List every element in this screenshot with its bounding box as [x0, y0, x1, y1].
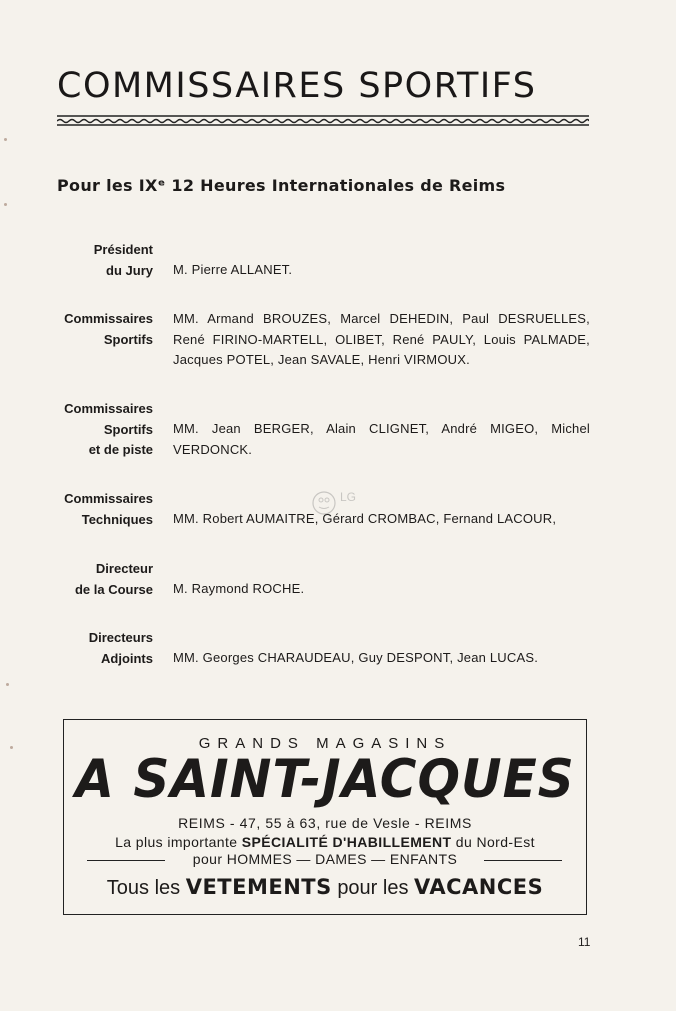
ad-slogan [64, 875, 586, 900]
role-line: Président [93, 242, 153, 257]
members-list: M. Pierre ALLANET. [173, 262, 293, 277]
role-line: Commissaires [64, 491, 153, 506]
advertisement-box [63, 719, 587, 915]
paper-mark [10, 746, 13, 749]
role-line: Commissaires [64, 311, 153, 326]
ad-spec-bold: SPÉCIALITÉ D'HABILLEMENT [241, 834, 452, 850]
role-line: Commissaires [64, 401, 153, 416]
role-label [75, 559, 153, 600]
role-label [64, 489, 153, 530]
role-line: et de piste [88, 442, 153, 457]
role-label [64, 399, 153, 461]
ad-spec-prefix: La plus importante [115, 834, 238, 850]
role-line: Sportifs [103, 331, 153, 347]
members-list: MM. Robert AUMAITRE, Gérard CROMBAC, Fernand LACOUR, [173, 511, 557, 526]
ad-slogan-part: pour les [337, 877, 409, 899]
paper-mark [4, 203, 7, 206]
role-label [64, 309, 153, 350]
members-list: MM. Georges CHARAUDEAU, Guy DESPONT, Jean LUCAS. [173, 650, 539, 665]
ad-store-type: GRANDS MAGASINS [198, 735, 452, 752]
role-label [94, 240, 153, 281]
role-line: Sportifs [103, 421, 153, 437]
paper-mark [4, 138, 7, 141]
ad-audience-line: pour HOMMES — DAMES — ENFANTS [192, 851, 458, 867]
role-label [89, 628, 153, 669]
role-line: de la Course [74, 581, 153, 597]
ad-slogan-part: VACANCES [414, 875, 544, 899]
decorative-rule [57, 114, 589, 126]
role-line: Directeur [95, 561, 153, 576]
ad-specialty-line [64, 834, 586, 850]
members-list: MM. Jean BERGER, Alain CLIGNET, André MIGEO, Michel VERDONCK. [173, 421, 590, 457]
members-list: M. Raymond ROCHE. [173, 581, 305, 596]
members-list: MM. Armand BROUZES, Marcel DEHEDIN, Paul DESRUELLES, René FIRINO-MARTELL, OLIBET, René PAULY, Louis PALMADE, Jacques POTEL, Jean SAVALE, Henri VIRMOUX. [173, 311, 590, 367]
ad-spec-suffix: du Nord-Est [455, 834, 535, 850]
watermark-text: LG [340, 490, 357, 504]
watermark-stamp [308, 487, 366, 519]
ad-slogan-part: VETEMENTS [185, 875, 332, 899]
paper-mark [6, 683, 9, 686]
page-title: COMMISSAIRES SPORTIFS [57, 66, 537, 106]
role-line: Directeurs [88, 630, 153, 645]
ad-slogan-part: Tous les [106, 877, 181, 899]
event-subtitle: Pour les IXᵉ 12 Heures Internationales de Reims [57, 176, 506, 195]
role-line: Techniques [81, 511, 153, 527]
ad-divider-right [484, 860, 562, 861]
role-line: du Jury [106, 262, 153, 278]
role-line: Adjoints [101, 650, 153, 666]
ad-address: REIMS - 47, 55 à 63, rue de Vesle - REIMS [178, 815, 472, 831]
page-number: 11 [578, 935, 591, 949]
ad-brand-name: A SAINT-JACQUES [75, 748, 575, 810]
